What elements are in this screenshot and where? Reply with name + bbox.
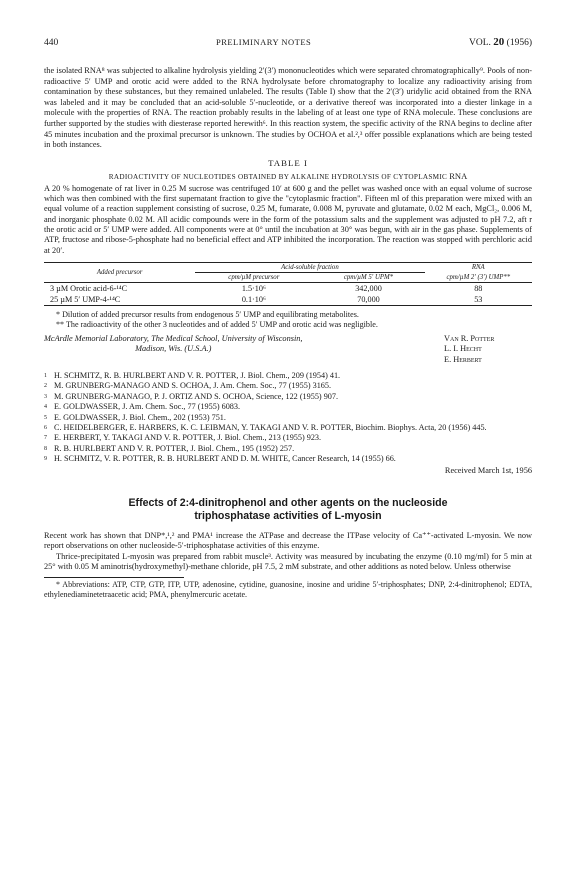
reference-item	[44, 392, 532, 402]
reference-number: 5	[44, 414, 47, 421]
author-name: E. Herbert	[444, 354, 482, 364]
article-title	[44, 497, 532, 523]
reference-text: M. GRUNBERG-MANAGO, P. J. ORTIZ AND S. OCHOA, Science, 122 (1955) 907.	[54, 391, 339, 401]
reference-text: E. GOLDWASSER, J. Biol. Chem., 202 (1953) 751.	[54, 412, 226, 422]
institution	[44, 334, 302, 365]
reference-item	[44, 423, 532, 433]
reference-item	[44, 444, 532, 454]
reference-text: E. HERBERT, Y. TAKAGI AND V. R. POTTER, J. Biol. Chem., 213 (1955) 923.	[54, 433, 322, 443]
reference-item	[44, 381, 532, 391]
journal-page	[44, 36, 532, 600]
reference-text: E. GOLDWASSER, J. Am. Chem. Soc., 77 (1955) 6083.	[54, 402, 241, 412]
volume-number: 20	[493, 36, 505, 48]
header-acid-soluble: Acid-soluble fraction	[281, 263, 339, 271]
volume-year: (1956)	[506, 38, 532, 48]
header-rna: RNA	[471, 264, 485, 272]
header-cpm-precursor: cpm/µM precursor	[195, 272, 312, 282]
cell-rna: 53	[474, 294, 483, 304]
table-label: TABLE I	[268, 157, 308, 168]
reference-number: 2	[44, 383, 47, 390]
table-description: A 20 % homogenate of rat liver in 0.25 M sucrose was centrifuged 10′ at 600 g and the pellet was washed once with an equal volume of sucrose which was then combined with the first supernatant fraction to give the "cytoplasmic fraction". Fifteen ml of this preparation were mixed with an equal volume of a reaction supplement consisting of sucrose, 0.25 M, fumarate, 0.008 M, pyruvate and glutamate, 0.02 M each, MgCl₂, 0.006 M, and inorganic phosphate 0.02 M. All acidic compounds were in the form of the potassium salts and the supplement was adjusted to pH 7.2, aft r the orotic acid or 5′ UMP were added. All components were at 0° until the incubation at 30° was begun, with air in the gas phase. Supplements of ATP, fructose and ribose-5-phosphate had no beneficial effect and ATP inhibited the incorporation. The reaction was stopped with perchloric acid at 20′.	[44, 183, 532, 255]
reference-number: 4	[44, 404, 47, 411]
header-cpm-ump: cpm/µM 5′ UPM*	[312, 272, 424, 282]
affiliation-block	[44, 334, 532, 365]
table-footnote: * Dilution of added precursor results from endogenous 5′ UMP and equilibrating metabolites.	[56, 309, 359, 319]
reference-item	[44, 371, 532, 381]
header-added-precursor: Added precursor	[96, 268, 143, 276]
reference-text: H. SCHMITZ, R. B. HURLBERT AND V. R. POTTER, J. Biol. Chem., 209 (1954) 41.	[54, 371, 341, 381]
table-row	[44, 282, 532, 294]
cell-rna: 88	[474, 283, 483, 293]
cell-cpm-ump: 342,000	[355, 283, 382, 293]
running-header	[44, 36, 532, 48]
volume-info	[469, 36, 532, 48]
reference-text: R. B. HURLBERT AND V. R. POTTER, J. Biol. Chem., 195 (1952) 257.	[54, 443, 295, 453]
table-caption	[44, 171, 532, 181]
article-paragraph: Thrice-precipitated L-myosin was prepared from rabbit muscle³. Activity was measured by incubating the enzyme (0.10 mg/ml) for 5 min at 25° with 0.05 M aminotris(hydroxymethyl)-methane chloride, pH 7.5, 2 mM substrate, and other additions as noted below. Unless otherwise	[44, 551, 532, 572]
abbreviations-footnote: * Abbreviations: ATP, CTP, GTP, ITP, UTP, adenosine, cytidine, guanosine, inosine and uridine 5′-triphosphates; DNP, 2:4-dinitrophenol; EDTA, ethylenediaminetetraacetic acid; PMA, phenylmercuric acetate.	[44, 580, 532, 600]
reference-text: C. HEIDELBERGER, E. HARBERS, K. C. LEIBMAN, Y. TAKAGI AND V. R. POTTER, Biochim. Biophys. Acta, 20 (1956) 445.	[54, 423, 487, 433]
intro-paragraph: the isolated RNA⁸ was subjected to alkaline hydrolysis yielding 2′(3′) mononucleotides which were separated chromatographically⁹. Pools of non-radioactive 5′ UMP and orotic acid were added to the RNA hydrolysate before chromatography to localize any radioactivity arising from contamination by these substances, but they remained unlabeled. The results (Table I) show that the 2′(3′) uridylic acid obtained from the RNA was labeled and it may be concluded that an acid-soluble 5′-nucleotide, or a derivative thereof was incorporated into a diester linkage in a molecule with the properties of RNA. The reaction probably results in the labeling of at least one type of RNA molecule. These conclusions are further supported by the studies with diesterase reported herewith⁶. In this reaction system, the specific activity of the RNA begins to decline after 45 minutes incubation and the proximal precursor is unknown. The studies by OCHOA et al.²,³ offer possible explanations which are being tested in both instances.	[44, 66, 532, 150]
reference-number: 7	[44, 435, 47, 442]
reference-text: M. GRUNBERG-MANAGO AND S. OCHOA, J. Am. Chem. Soc., 77 (1955) 3165.	[54, 381, 332, 391]
author-name: Van R. Potter	[444, 333, 495, 343]
volume-prefix: VOL.	[469, 38, 491, 48]
reference-number: 6	[44, 425, 47, 432]
institution-line: Madison, Wis. (U.S.A.)	[135, 344, 212, 354]
article-title-line: Effects of 2:4-dinitrophenol and other agents on the nucleoside	[128, 496, 448, 509]
cell-cpm-ump: 70,000	[357, 294, 380, 304]
table-footnotes	[44, 310, 532, 330]
table-footnote: ** The radioactivity of the other 3 nucleotides and of added 5′ UMP and orotic acid was negligible.	[56, 319, 378, 329]
reference-item	[44, 433, 532, 443]
reference-number: 8	[44, 445, 47, 452]
footnote-divider	[44, 577, 184, 578]
reference-item	[44, 413, 532, 423]
reference-number: 1	[44, 373, 47, 380]
cell-cpm-precursor: 0.1·10⁶	[241, 294, 266, 304]
received-date: Received March 1st, 1956	[444, 465, 532, 475]
results-table	[44, 262, 532, 306]
author-name: L. I. Hecht	[444, 344, 482, 354]
section-title: PRELIMINARY NOTES	[215, 37, 312, 47]
reference-text: H. SCHMITZ, V. R. POTTER, R. B. HURLBERT AND D. M. WHITE, Cancer Research, 14 (1955) 66.	[54, 454, 396, 464]
table-row	[44, 294, 532, 306]
reference-number: 9	[44, 456, 47, 463]
institution-line: McArdle Memorial Laboratory, The Medical School, University of Wisconsin,	[44, 333, 303, 343]
author-list	[444, 334, 532, 365]
table-header-row	[44, 262, 532, 272]
article-paragraph: Recent work has shown that DNP*,¹,² and PMA¹ increase the ATPase and decrease the ITPase velocity of Ca⁺⁺-activated L-myosin. We now report observations on other nucleoside-5′-triphosphatase activities of this enzyme.	[44, 530, 532, 551]
table-caption-rna: RNA	[449, 170, 468, 181]
reference-list	[44, 371, 532, 465]
page-number: 440	[44, 38, 59, 48]
table-caption-text: RADIOACTIVITY OF NUCLEOTIDES OBTAINED BY ALKALINE HYDROLYSIS OF CYTOPLASMIC	[108, 172, 448, 181]
reference-item	[44, 402, 532, 412]
reference-number: 3	[44, 393, 47, 400]
cell-cpm-precursor: 1.5·10⁶	[241, 283, 266, 293]
cell-precursor: 25 µM 5′ UMP-4-¹⁴C	[50, 294, 121, 304]
article-title-line: triphosphatase activities of L-myosin	[194, 509, 382, 522]
cell-precursor: 3 µM Orotic acid-6-¹⁴C	[50, 283, 128, 293]
header-rna-cpm: cpm/µM 2′ (3′) UMP**	[446, 273, 511, 281]
reference-item	[44, 454, 532, 464]
